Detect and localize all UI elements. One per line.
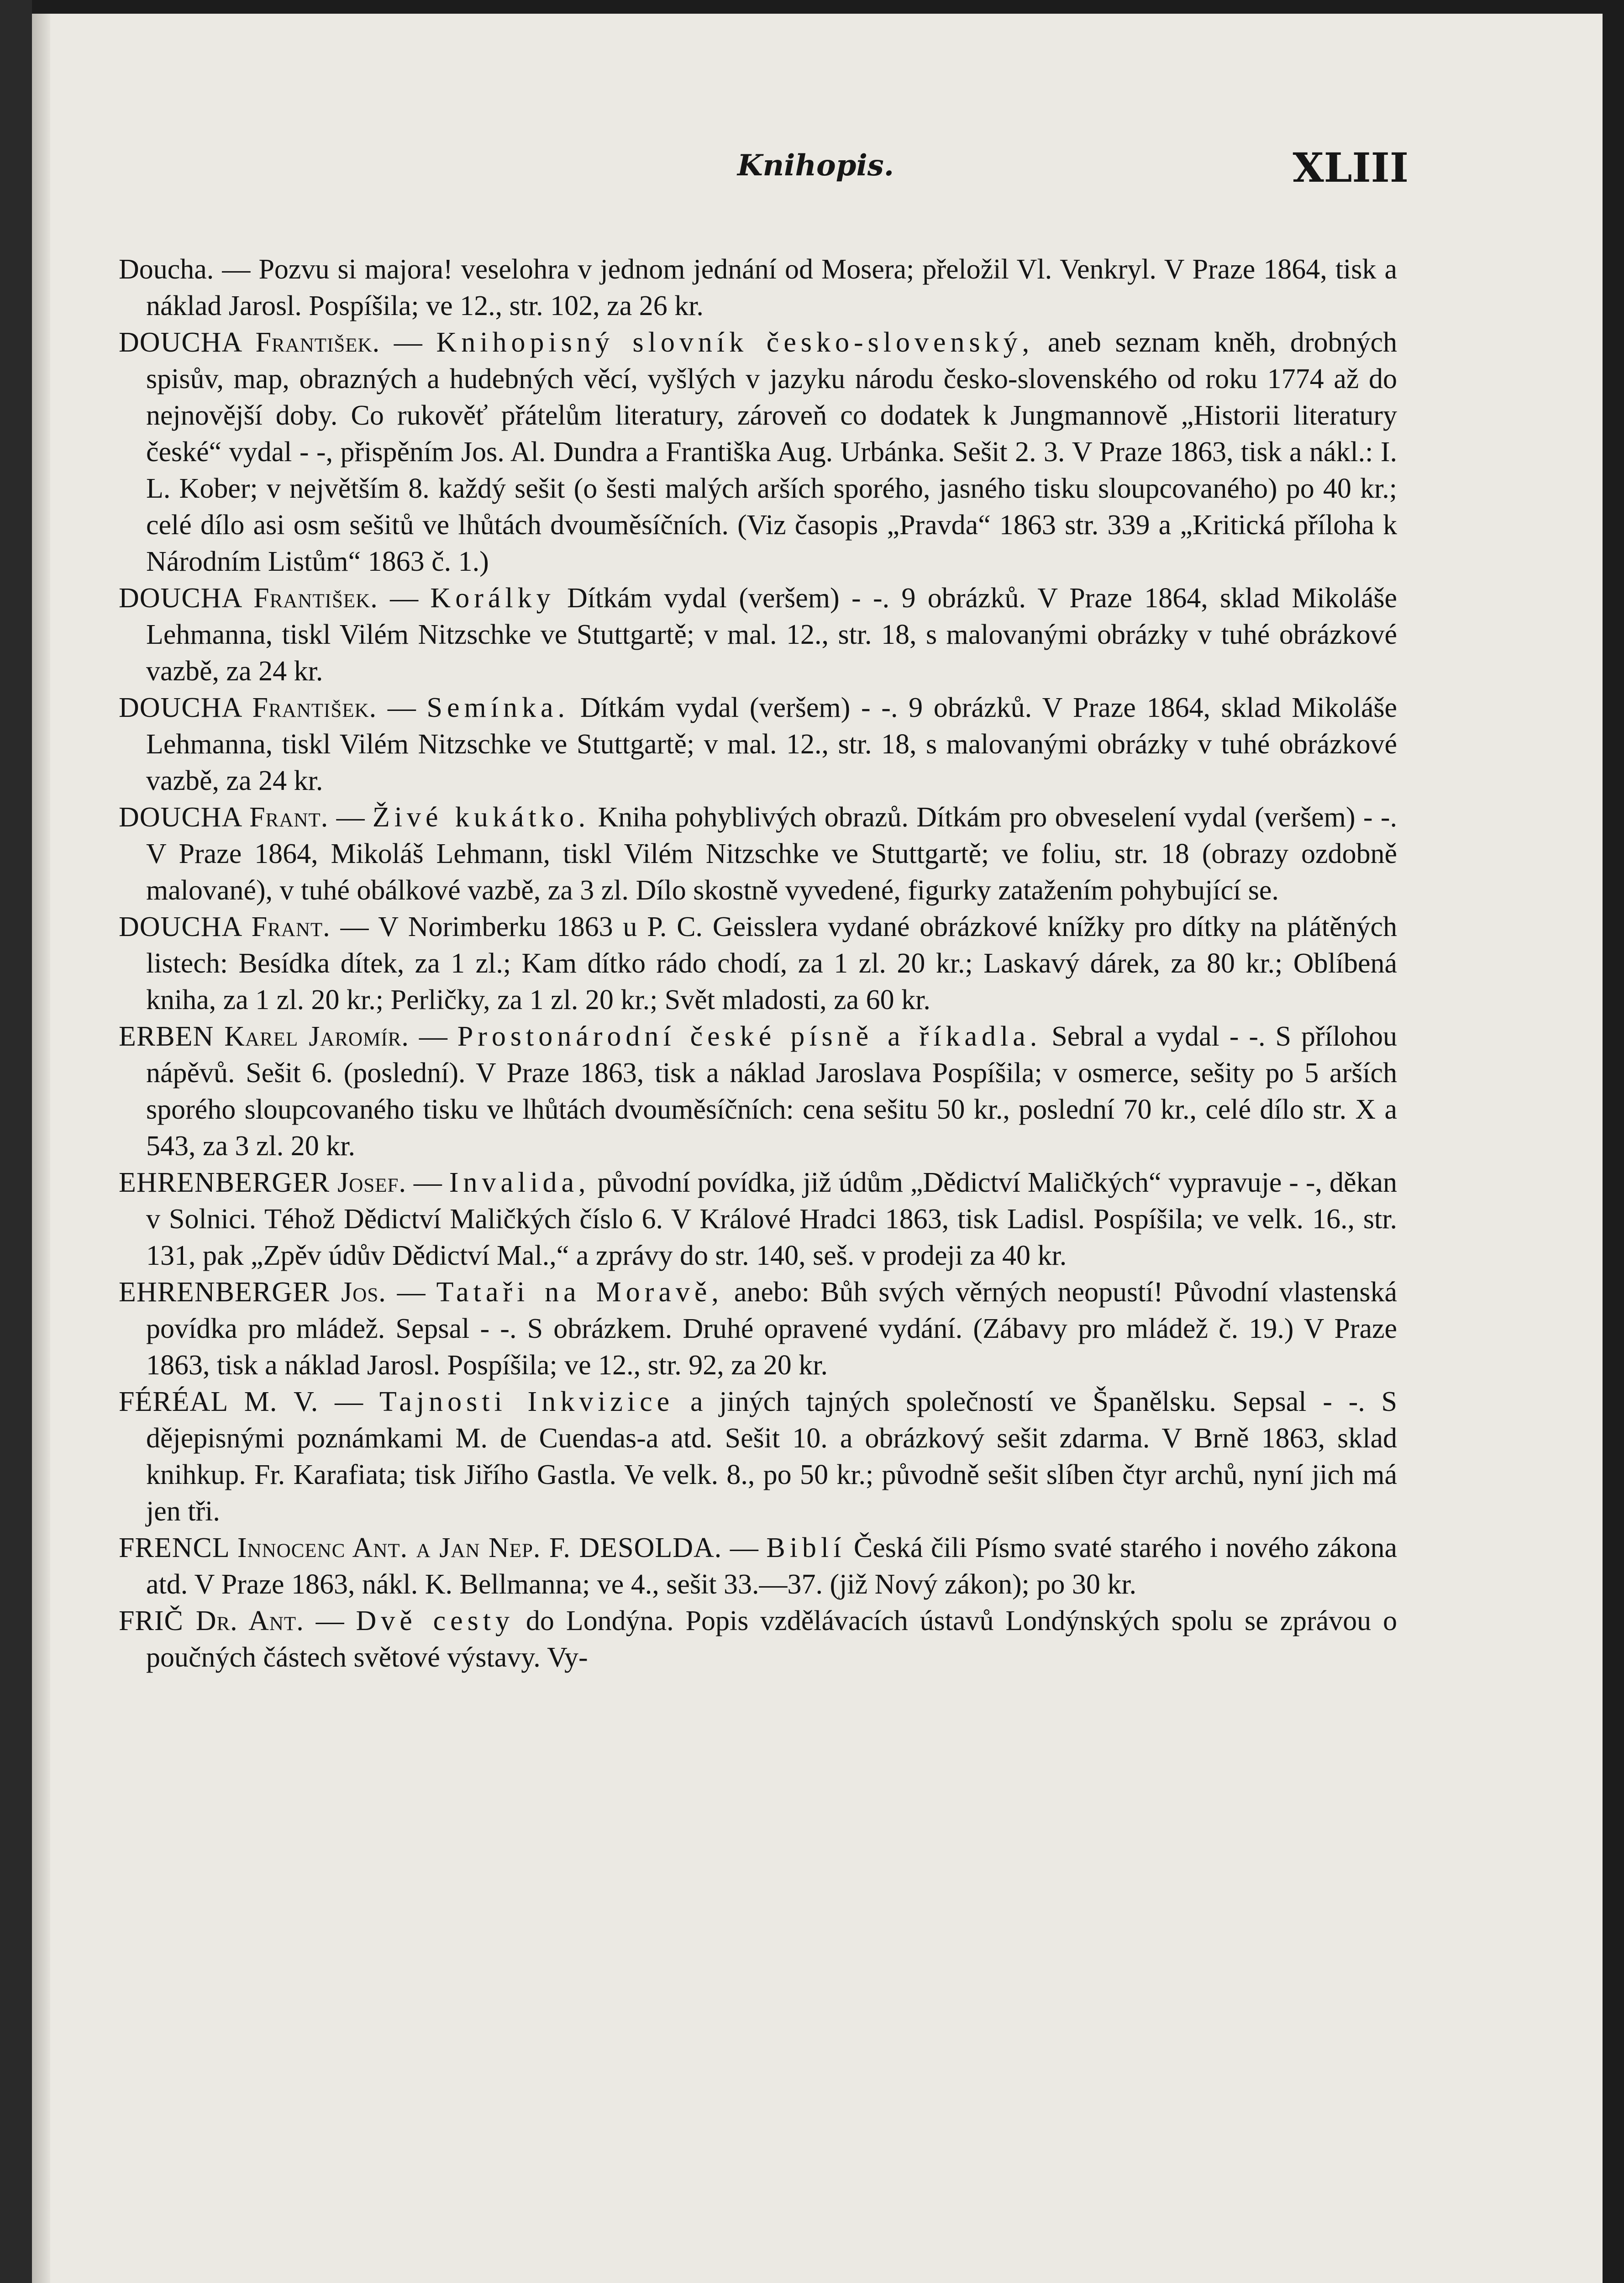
entry-body: aneb seznam kněh, drobných spisův, map, obrazných a hudebných věcí, vyšlých v jazyku národu česko-slovenského od roku 1774 až do nejnovější doby. Co rukověť přátelům literatury, zároveň co dodatek k Jungmannově „Historii literatury české“ vydal - -, přispěním Jos. Al. Dundra a Františka Aug. Urbánka. Sešit 2. 3. V Praze 1863, tisk a nákl.: I. L. Kober; v největším 8. každý sešit (o šesti malých arších sporého, jasného tisku sloupcovaného) po 40 kr.; celé dílo asi osm sešitů ve lhůtách dvouměsíčních. (Viz časopis „Pravda“ 1863 str. 339 a „Kritická příloha k Národním Listům“ 1863 č. 1.) (146, 327, 1398, 577)
entry-body: do Londýna. Popis vzdělávacích ústavů Londýnských spolu se zprávou o poučných částech světové výstavy. Vy- (146, 1605, 1398, 1673)
entry-title: Tajnosti Inkvizice (379, 1386, 674, 1417)
entry-dash: — (397, 1277, 426, 1308)
entry-title: Prostonárodní české písně a říkadla. (457, 1021, 1042, 1052)
running-title: Knihopis. (737, 148, 894, 183)
entry-dash: — (335, 1386, 363, 1417)
entry-body: Dítkám vydal (veršem) - -. 9 obrázků. V Praze 1864, sklad Mikoláše Lehmanna, tiskl Vilém Nitzschke ve Stuttgartě; v mal. 12., str. 18, s malovanými obrázky v tuhé obrázkové vazbě, za 24 kr. (146, 692, 1397, 796)
entry-title: Dvě cesty (356, 1605, 515, 1636)
entry-body: V Norimberku 1863 u P. C. Geisslera vydané obrázkové knížky pro dítky na plátěných listech: Besídka dítek, za 1 zl.; Kam dítko rádo chodí, za 1 zl. 20 kr.; Laskavý dárek, za 80 kr.; Oblíbená kniha, za 1 zl. 20 kr.; Perličky, za 1 zl. 20 kr.; Svět mladosti, za 60 kr. (146, 911, 1397, 1015)
bibliography-entry (119, 251, 1397, 324)
entry-dash: — (315, 1605, 344, 1636)
bibliography-entry (119, 689, 1397, 799)
entry-author: DOUCHA Frant. (119, 911, 331, 942)
page-header (737, 139, 1409, 194)
entry-body: anebo: Bůh svých věrných neopustí! Původní vlastenská povídka pro mládež. Sepsal - -. S obrázkem. Druhé opravené vydání. (Zábavy pro mládež č. 19.) V Praze 1863, tisk a náklad Jarosl. Pospíšila; ve 12., str. 92, za 20 kr. (146, 1277, 1398, 1381)
bibliography-entry (119, 1274, 1397, 1383)
entry-dash: — (387, 692, 416, 723)
scan-edge (0, 0, 32, 2283)
entry-dash: — (336, 802, 365, 833)
bibliography-entry (119, 580, 1397, 689)
page-binding-shadow (32, 14, 50, 2283)
bibliography-entries (119, 251, 1397, 1676)
bibliography-entry (119, 1603, 1397, 1676)
page-number: XLIII (1293, 144, 1409, 191)
entry-dash: — (390, 583, 419, 614)
entry-title: Korálky (430, 583, 555, 614)
bibliography-entry (119, 909, 1397, 1018)
entry-author: DOUCHA František. (119, 583, 378, 614)
entry-author: ERBEN Karel Jaromír. (119, 1021, 409, 1052)
entry-body: a jiných tajných společností ve Španělsku. Sepsal - -. S dějepisnými poznámkami M. de Cuendas-a atd. Sešit 10. a obrázkový sešit zdarma. V Brně 1863, sklad knihkup. Fr. Karafiata; tisk Jiřího Gastla. Ve velk. 8., po 50 kr.; původně sešit slíben čtyr archů, nyní jich má jen tři. (146, 1386, 1398, 1527)
entry-title: Biblí (766, 1532, 846, 1563)
bibliography-entry (119, 1164, 1397, 1274)
book-page (32, 14, 1603, 2283)
entry-title: Knihopisný slovník česko-slovenský, (436, 327, 1034, 358)
entry-dash: — (730, 1532, 758, 1563)
entry-title: Semínka. (426, 692, 570, 723)
entry-dash: — (340, 911, 369, 942)
bibliography-entry (119, 1383, 1397, 1530)
entry-author: FÉRÉAL M. V. (119, 1386, 319, 1417)
entry-author: EHRENBERGER Jos. (119, 1277, 386, 1308)
entry-dash: — (413, 1167, 442, 1198)
entry-body: Doucha. — Pozvu si majora! veselohra v jednom jednání od Mosera; přeložil Vl. Venkryl. V Praze 1864, tisk a náklad Jarosl. Pospíšila; ve 12., str. 102, za 26 kr. (119, 254, 1397, 321)
bibliography-entry (119, 324, 1397, 580)
entry-body: původní povídka, již údům „Dědictví Maličkých“ vypravuje - -, děkan v Solnici. Téhož Dědictví Maličkých číslo 6. V Králové Hradci 1863, tisk Ladisl. Pospíšila; ve velk. 16., str. 131, pak „Zpěv údův Dědictví Mal.,“ a zprávy do str. 140, seš. v prodeji za 40 kr. (146, 1167, 1398, 1271)
entry-title: Živé kukátko. (372, 802, 590, 833)
entry-author: FRIČ Dr. Ant. (119, 1605, 304, 1636)
entry-body: Sebral a vydal - -. S přílohou nápěvů. Sešit 6. (poslední). V Praze 1863, tisk a náklad Jaroslava Pospíšila; v osmerce, sešity po 5 arších sporého sloupcovaného tisku ve lhůtách dvouměsíčních: cena sešitu 50 kr., poslední 70 kr., celé dílo str. X a 543, za 3 zl. 20 kr. (146, 1021, 1397, 1162)
entry-title: Invalida, (449, 1167, 590, 1198)
bibliography-entry (119, 1530, 1397, 1603)
bibliography-entry (119, 1018, 1397, 1164)
entry-dash: — (394, 327, 422, 358)
entry-dash: — (419, 1021, 447, 1052)
entry-author: EHRENBERGER Josef. (119, 1167, 406, 1198)
entry-body: Kniha pohyblivých obrazů. Dítkám pro obveselení vydal (veršem) - -. V Praze 1864, Mikoláš Lehmann, tiskl Vilém Nitzschke ve Stuttgartě; ve foliu, str. 18 (obrazy ozdobně malované), v tuhé obálkové vazbě, za 3 zl. Dílo skostně vyvedené, figurky zatažením pohybující se. (146, 802, 1397, 906)
bibliography-entry (119, 799, 1397, 909)
entry-author: DOUCHA František. (119, 692, 377, 723)
entry-title: Tataři na Moravě, (436, 1277, 723, 1308)
entry-author: DOUCHA František. (119, 327, 380, 358)
entry-body: Česká čili Písmo svaté starého i nového zákona atd. V Praze 1863, nákl. K. Bellmanna; ve 4., sešit 33.—37. (již Nový zákon); po 30 kr. (146, 1532, 1398, 1600)
entry-author: DOUCHA Frant. (119, 802, 329, 833)
entry-body: Dítkám vydal (veršem) - -. 9 obrázků. V Praze 1864, sklad Mikoláše Lehmanna, tiskl Vilém Nitzschke ve Stuttgartě; v mal. 12., str. 18, s malovanými obrázky v tuhé obrázkové vazbě, za 24 kr. (146, 583, 1398, 687)
entry-author: FRENCL Innocenc Ant. a Jan Nep. F. DESOLDA. (119, 1532, 722, 1563)
